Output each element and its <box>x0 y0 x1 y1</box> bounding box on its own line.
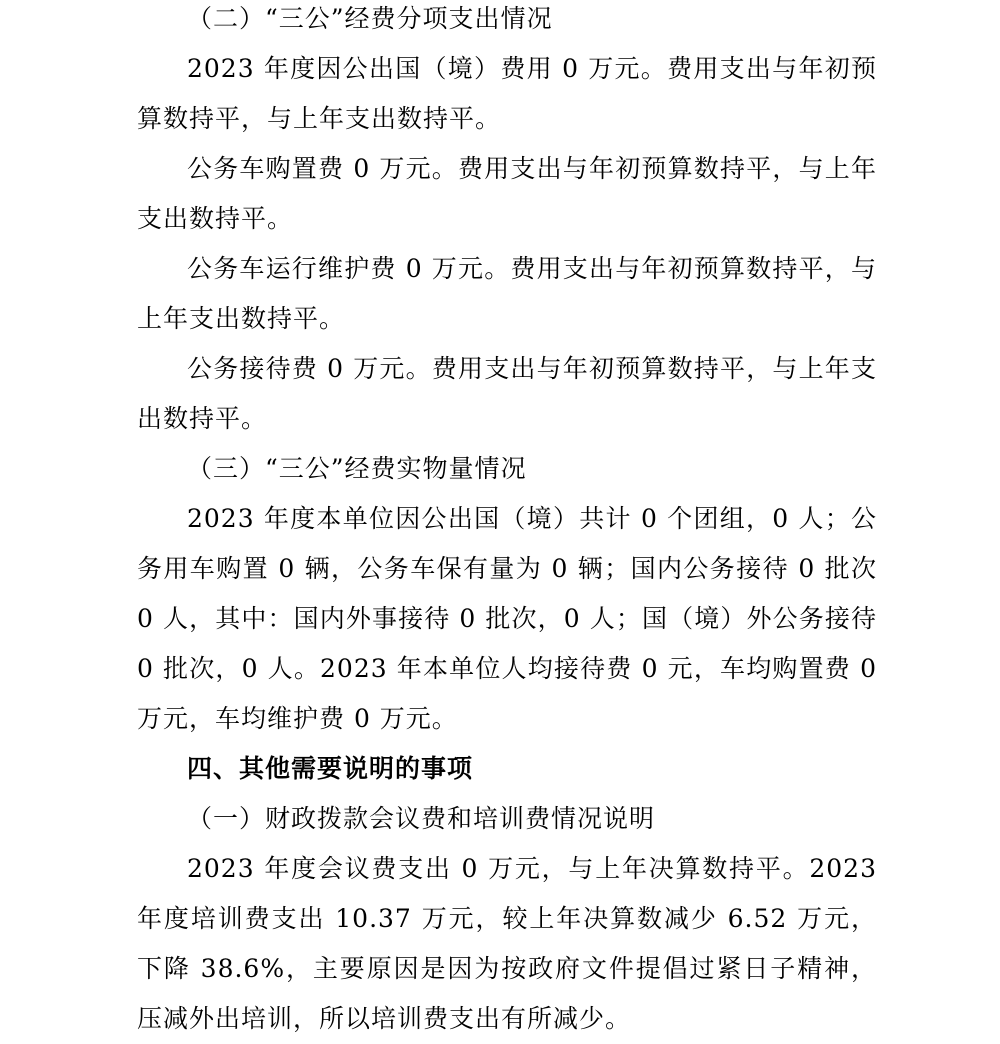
paragraph-physical-quantities: 2023 年度本单位因公出国（境）共计 0 个团组，0 人；公务用车购置 0 辆，公务车保有量为 0 辆；国内公务接待 0 批次 0 人，其中：国内外事接待 0 批次，0 人；国（境）外公务接待 0 批次，0 人。2023 年本单位人均接待费 0 元，车均购置费 0 万元，车均维护费 0 万元。 <box>137 504 877 733</box>
paragraph-vehicle-purchase: 公务车购置费 0 万元。费用支出与年初预算数持平，与上年支出数持平。 <box>137 154 877 233</box>
paragraph-reception-expense: 公务接待费 0 万元。费用支出与年初预算数持平，与上年支出数持平。 <box>137 354 877 433</box>
document-page <box>137 0 877 1044</box>
paragraph-meeting-training: 2023 年度会议费支出 0 万元，与上年决算数持平。2023 年度培训费支出 10.37 万元，较上年决算数减少 6.52 万元，下降 38.6%，主要原因是因为按政府文件提倡过紧日子精神，压减外出培训，所以培训费支出有所减少。 <box>137 854 877 1033</box>
section-heading-meeting-training: （一）财政拨款会议费和培训费情况说明 <box>187 804 656 833</box>
paragraph-abroad-expense: 2023 年度因公出国（境）费用 0 万元。费用支出与年初预算数持平，与上年支出数持平。 <box>137 54 877 133</box>
paragraph-vehicle-maintenance: 公务车运行维护费 0 万元。费用支出与年初预算数持平，与上年支出数持平。 <box>137 254 877 333</box>
section-heading-physical-quantities: （三）“三公”经费实物量情况 <box>187 454 527 483</box>
section-heading-three-public-breakdown: （二）“三公”经费分项支出情况 <box>187 4 553 33</box>
section-heading-other-matters: 四、其他需要说明的事项 <box>187 754 474 783</box>
